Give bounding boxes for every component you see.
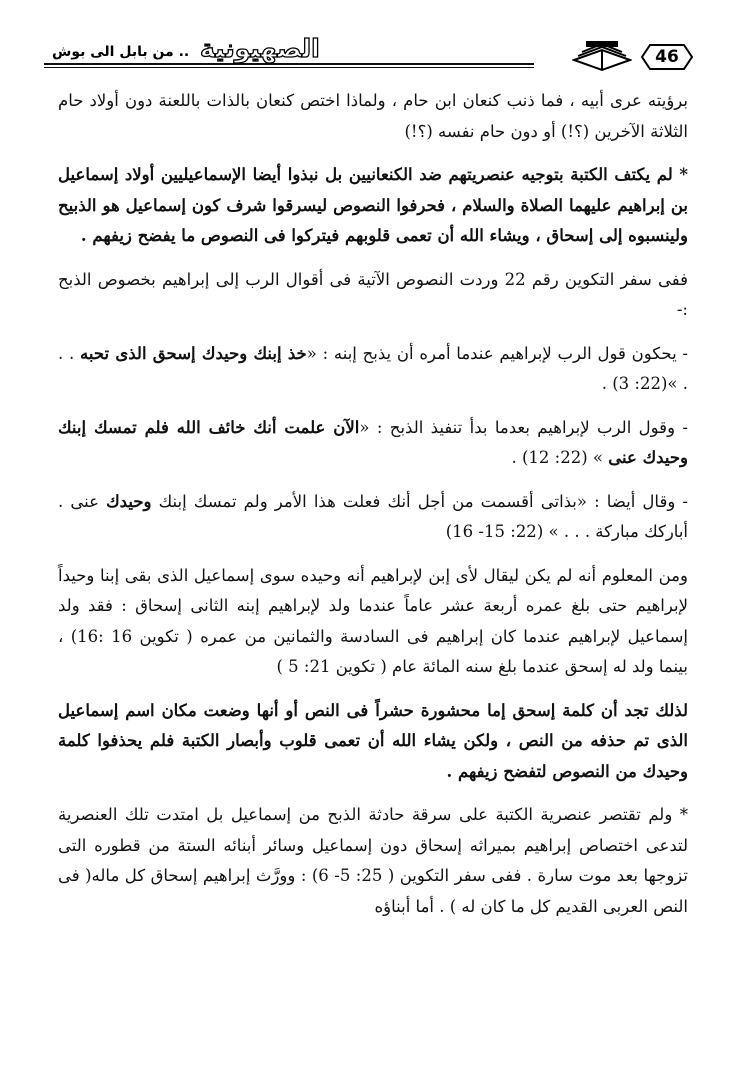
book-subtitle: .. من بابل الى بوش — [48, 44, 193, 60]
page-header — [44, 30, 694, 80]
quote-bold: الآن علمت أنك خائف الله فلم تمسك إبنك وحيدك عنى — [58, 417, 688, 467]
quote-intro: - يحكون قول الرب لإبراهيم عندما أمره أن يذبح إبنه : « — [306, 343, 688, 363]
body-text — [58, 86, 688, 935]
quote-reference: . . . »(22: 3) . — [58, 343, 688, 393]
quote-bold: وحيدك — [106, 491, 152, 511]
header-rule — [44, 63, 534, 65]
page-number-badge — [640, 42, 694, 72]
quote-paragraph — [58, 413, 688, 474]
paragraph: ومن المعلوم أنه لم يكن ليقال لأى إبن لإبراهيم أنه وحيده سوى إسماعيل الذى بقى إبنا وحيداً لإبراهيم حتى بلغ عمره أربعة عشر عاماً عندما ولد لإبراهيم إبنه الثانى إسحاق : فقد ولد إسماعيل لإبراهيم عندما كان إبراهيم فى السادسة والثمانين من عمره ( تكوين 16 :16) ، بينما ولد له إسحق عندما بلغ سنه المائة عام ( تكوين 21: 5 ) — [58, 565, 688, 676]
paragraph: ففى سفر التكوين رقم 22 وردت النصوص الآتية فى أقوال الرب إلى إبراهيم بخصوص الذبح :- — [58, 269, 688, 319]
quote-paragraph — [58, 487, 688, 548]
paragraph-bold: لذلك تجد أن كلمة إسحق إما محشورة حشراً فى النص أو أنها وضعت مكان اسم إسماعيل الذى تم حذفه من النص ، ولكن يشاء الله أن تعمى قلوب وأبصار الكتبة فلم يحذفوا كلمة وحيدك من النصوص لتفضح زيفهم . — [58, 700, 689, 781]
quote-paragraph — [58, 339, 688, 400]
header-rule-thin — [44, 67, 534, 68]
book-stack-icon — [572, 38, 632, 72]
paragraph: * ولم تقتصر عنصرية الكتبة على سرقة حادثة الذبح من إسماعيل بل امتدت تلك العنصرية لتدعى اختصاص إبراهيم بميراثه إسحاق دون إسماعيل وسائر أبنائه الستة من قطوره التى تزوجها بعد موت سارة . ففى سفر التكوين ( 25: 5- 6) : وورَّث إبراهيم إسحاق كل ماله( فى النص العربى القديم كل ما كان له ) . أما أبناؤه — [58, 805, 688, 916]
quote-bold: خذ إبنك وحيدك إسحق الذى تحبه — [80, 343, 307, 363]
paragraph-bold: * لم يكتف الكتبة بتوجيه عنصريتهم ضد الكنعانيين بل نبذوا أيضا الإسماعيليين أولاد إسماعيل بن إبراهيم عليهما الصلاة والسلام ، فحرفوا النصوص ليسرقوا شرف كون إسماعيل هو الذبيح ولينسبوه إلى إسحاق ، ويشاء الله أن تعمى قلوبهم فيتركوا فى النصوص ما يفضح زيفهم . — [58, 165, 688, 245]
page-number: 46 — [655, 47, 679, 67]
quote-reference: عنى . أباركك مباركة . . . » (22: 15- 16) — [58, 491, 688, 541]
quote-intro: - وقول الرب لإبراهيم بعدما بدأ تنفيذ الذبح : « — [359, 417, 688, 437]
book-title: الصهيونية — [194, 34, 326, 63]
paragraph: برؤيته عرى أبيه ، فما ذنب كنعان ابن حام ، ولماذا اختص كنعان بالذات باللعنة دون أولاد حام الثلاثة الآخرين (؟!) أو دون حام نفسه (؟!) — [58, 91, 688, 141]
quote-reference: » (22: 12) . — [511, 448, 609, 467]
quote-intro: - وقال أيضا : «بذاتى أقسمت من أجل أنك فعلت هذا الأمر ولم تمسك إبنك — [151, 491, 689, 511]
